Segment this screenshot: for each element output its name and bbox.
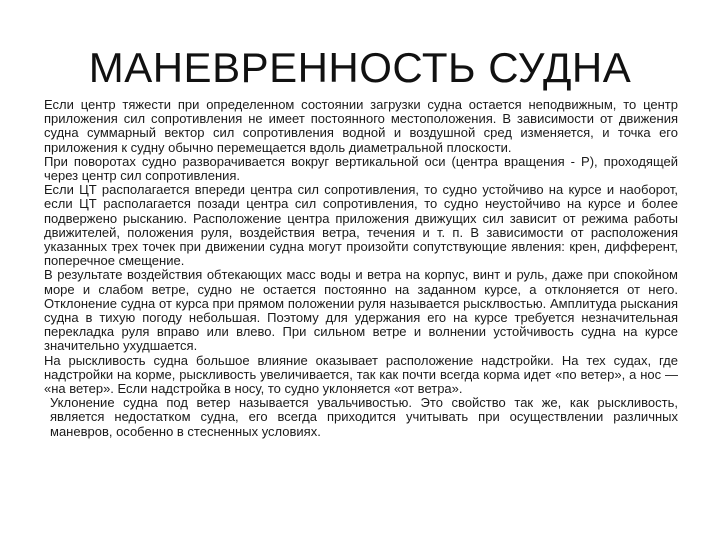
- slide-body: [44, 98, 678, 439]
- paragraph-stability: Если ЦТ располагается впереди центра сил сопротивления, то судно устойчиво на курсе и наоборот, если ЦТ располагается позади центра сил сопротивления, то судно неустойчиво на курсе и более подвержено рысканию. Расположение центра приложения движущих сил зависит от режима работы движителей, положения руля, воздействия ветра, течения и т. п. В зависимости от расположения указанных трех точек при движении судна могут произойти сопутствующие явления: крен, дифферент, поперечное смещение.: [44, 182, 678, 269]
- paragraph-center-of-gravity: Если центр тяжести при определенном состоянии загрузки судна остается неподвижным, то центр приложения сил сопротивления не имеет постоянного местоположения. В зависимости от движения судна суммарный вектор сил сопротивления водной и воздушной сред изменяется, и точка его приложения к судну обычно перемещается вдоль диаметральной плоскости.: [44, 97, 678, 155]
- paragraph-turning: При поворотах судно разворачивается вокруг вертикальной оси (центра вращения - Р), проходящей через центр сил сопротивления.: [44, 153, 678, 184]
- paragraph-yawing: В результате воздействия обтекающих масс воды и ветра на корпус, винт и руль, даже при спокойном море и слабом ветре, судно не остается постоянно на заданном курсе, а отклоняется от него. Отклонение судна от курса при прямом положении руля называется рысклвостью. Амплитуда рыскания судна в тихую погоду небольшая. Поэтому для удержания его на курсе требуется незначительная перекладка руля вправо или влево. При сильном ветре и волнении устойчивость судна на курсе значительно ухудшается.: [44, 267, 678, 354]
- paragraph-superstructure: На рыскливость судна большое влияние оказывает расположение надстройки. На тех судах, где надстройки на корме, рыскливость увеличивается, так как почти всегда корма идет «по ветер», а нос — «на ветер». Если надстройка в носу, то судно уклоняется «от ветра».: [44, 352, 678, 397]
- paragraph-leeway: Уклонение судна под ветер называется увальчивостью. Это свойство так же, как рыскливость, является недостатком судна, его всегда приходится учитывать при осуществлении различных маневров, особенно в стесненных условиях.: [50, 395, 678, 439]
- slide-title: МАНЕВРЕННОСТЬ СУДНА: [88, 44, 632, 91]
